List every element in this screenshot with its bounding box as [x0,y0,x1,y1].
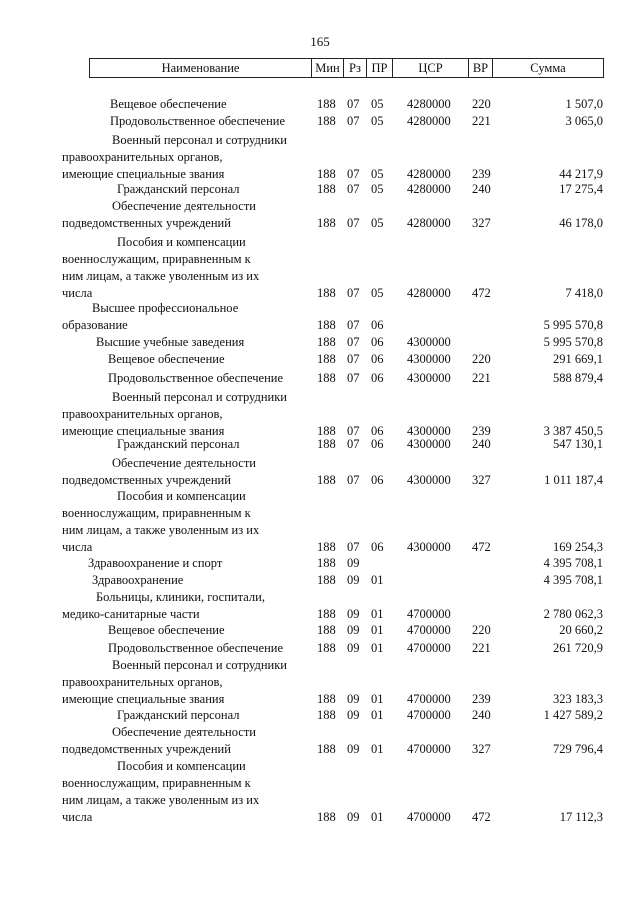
cell-sum: 4 395 708,1 [543,573,603,587]
cell-rz: 09 [347,573,360,587]
cell-vr: 221 [472,114,491,128]
cell-pr: 05 [371,286,384,300]
cell-sum: 44 217,9 [559,167,603,181]
row-name [117,707,239,724]
row-name-line: Высшее профессиональное [92,301,239,315]
cell-sum: 729 796,4 [553,742,603,756]
cell-min: 188 [317,623,336,637]
row-name [108,351,225,368]
cell-sum: 291 669,1 [553,352,603,366]
row-name-line: Вещевое обеспечение [108,623,225,637]
cell-pr: 01 [371,607,384,621]
cell-min: 188 [317,540,336,554]
cell-min: 188 [317,318,336,332]
cell-sum: 17 112,3 [559,810,603,824]
cell-min: 188 [317,216,336,230]
row-name-line: Военный персонал и сотрудники [112,658,287,672]
header-rz: Рз [349,61,361,75]
cell-pr: 01 [371,810,384,824]
cell-csr: 4300000 [407,437,451,451]
cell-pr: 06 [371,437,384,451]
row-name [62,589,265,623]
cell-sum: 547 130,1 [553,437,603,451]
cell-sum: 17 275,4 [559,182,603,196]
row-name-line: Здравоохранение и спорт [88,556,223,570]
table-header [89,58,604,78]
row-name-line: Военный персонал и сотрудники [112,390,287,404]
row-name-line: Гражданский персонал [117,182,240,196]
cell-sum: 7 418,0 [565,286,603,300]
row-name-line: Продовольственное обеспечение [108,641,283,655]
cell-vr: 220 [472,352,491,366]
row-name [62,724,257,758]
header-pr: ПР [371,61,388,75]
cell-min: 188 [317,708,336,722]
row-name [110,113,285,130]
header-name: Наименование [161,61,240,75]
row-name-line: подведомственных учреждений [62,742,231,756]
cell-min: 188 [317,371,336,385]
row-name-line: подведомственных учреждений [62,216,231,230]
row-name [110,96,227,113]
row-name-line: Военный персонал и сотрудники [112,133,287,147]
row-name-line: подведомственных учреждений [62,473,231,487]
cell-pr: 05 [371,114,384,128]
cell-vr: 239 [472,692,491,706]
row-name [117,436,239,453]
row-name-line: имеющие специальные звания [62,692,225,706]
cell-rz: 07 [347,182,360,196]
cell-vr: 239 [472,167,491,181]
cell-min: 188 [317,641,336,655]
cell-vr: 220 [472,623,491,637]
cell-rz: 09 [347,623,360,637]
cell-csr: 4700000 [407,692,451,706]
cell-rz: 07 [347,114,360,128]
cell-csr: 4300000 [407,424,451,438]
cell-sum: 588 879,4 [553,371,603,385]
cell-sum: 4 395 708,1 [543,556,603,570]
cell-min: 188 [317,810,336,824]
cell-min: 188 [317,424,336,438]
page-number: 165 [310,34,330,49]
cell-sum: 3 387 450,5 [543,424,603,438]
row-name-line: числа [62,286,93,300]
row-name-line: Больницы, клиники, госпитали, [96,590,265,604]
cell-rz: 07 [347,437,360,451]
header-vr: ВР [472,61,489,75]
cell-pr: 01 [371,708,384,722]
row-name-line: ним лицам, а также уволенным из их [62,269,260,283]
cell-csr: 4700000 [407,708,451,722]
cell-pr: 06 [371,371,384,385]
row-name-line: числа [62,810,93,824]
cell-sum: 5 995 570,8 [543,318,603,332]
row-name [62,488,260,556]
cell-pr: 05 [371,182,384,196]
row-name [62,455,257,489]
row-name [96,334,244,351]
cell-min: 188 [317,286,336,300]
cell-vr: 472 [472,810,491,824]
cell-pr: 01 [371,692,384,706]
cell-pr: 06 [371,352,384,366]
cell-sum: 1 427 589,2 [543,708,603,722]
row-name-line: военнослужащим, приравненным к [62,506,251,520]
cell-vr: 327 [472,742,491,756]
cell-rz: 07 [347,167,360,181]
cell-min: 188 [317,742,336,756]
cell-min: 188 [317,114,336,128]
cell-pr: 05 [371,216,384,230]
cell-sum: 5 995 570,8 [543,335,603,349]
row-name [62,657,287,708]
row-name-line: Пособия и компенсации [117,759,246,773]
cell-csr: 4300000 [407,352,451,366]
row-name-line: Обеспечение деятельности [112,725,257,739]
row-name-line: правоохранительных органов, [62,407,223,421]
cell-min: 188 [317,97,336,111]
row-name-line: военнослужащим, приравненным к [62,252,251,266]
cell-rz: 09 [347,810,360,824]
row-name-line: имеющие специальные звания [62,167,225,181]
row-name [108,640,283,657]
cell-sum: 20 660,2 [559,623,603,637]
cell-csr: 4280000 [407,216,451,230]
cell-min: 188 [317,167,336,181]
cell-sum: 1 507,0 [565,97,603,111]
cell-pr: 06 [371,424,384,438]
cell-rz: 07 [347,352,360,366]
cell-csr: 4700000 [407,623,451,637]
cell-pr: 01 [371,573,384,587]
cell-pr: 06 [371,473,384,487]
row-name [62,389,287,440]
cell-vr: 327 [472,473,491,487]
row-name-line: Обеспечение деятельности [112,199,257,213]
cell-rz: 07 [347,318,360,332]
cell-min: 188 [317,607,336,621]
row-name [88,555,222,572]
cell-min: 188 [317,473,336,487]
cell-vr: 327 [472,216,491,230]
cell-rz: 09 [347,607,360,621]
header-sum: Сумма [530,61,566,75]
row-name-line: военнослужащим, приравненным к [62,776,251,790]
row-name-line: ним лицам, а также уволенным из их [62,523,260,537]
cell-rz: 09 [347,742,360,756]
cell-csr: 4700000 [407,810,451,824]
row-name-line: Пособия и компенсации [117,489,246,503]
cell-csr: 4700000 [407,607,451,621]
row-name-line: Вещевое обеспечение [108,352,225,366]
cell-rz: 07 [347,473,360,487]
cell-csr: 4300000 [407,335,451,349]
row-name-line: ним лицам, а также уволенным из их [62,793,260,807]
row-name [62,758,260,826]
header-min: Мин [315,61,340,75]
cell-rz: 07 [347,216,360,230]
cell-vr: 472 [472,540,491,554]
cell-pr: 05 [371,97,384,111]
cell-min: 188 [317,182,336,196]
row-name-line: образование [62,318,128,332]
cell-sum: 2 780 062,3 [543,607,603,621]
row-name [108,370,283,387]
row-name-line: Высшие учебные заведения [96,335,245,349]
cell-csr: 4300000 [407,473,451,487]
cell-vr: 221 [472,371,491,385]
cell-vr: 240 [472,437,491,451]
header-csr: ЦСР [418,61,443,75]
cell-pr: 05 [371,167,384,181]
cell-sum: 46 178,0 [559,216,603,230]
cell-sum: 1 011 187,4 [544,473,603,487]
row-name-line: Продовольственное обеспечение [110,114,285,128]
cell-sum: 261 720,9 [553,641,603,655]
row-name-line: Здравоохранение [92,573,184,587]
cell-min: 188 [317,335,336,349]
cell-pr: 01 [371,623,384,637]
row-name-line: правоохранительных органов, [62,675,223,689]
cell-pr: 06 [371,335,384,349]
cell-csr: 4280000 [407,97,451,111]
cell-vr: 221 [472,641,491,655]
cell-rz: 07 [347,540,360,554]
cell-rz: 09 [347,641,360,655]
row-name-line: Гражданский персонал [117,708,240,722]
row-name [117,181,239,198]
row-name-line: Пособия и компенсации [117,235,246,249]
cell-csr: 4280000 [407,182,451,196]
cell-min: 188 [317,692,336,706]
cell-csr: 4300000 [407,371,451,385]
cell-csr: 4300000 [407,540,451,554]
cell-sum: 3 065,0 [565,114,603,128]
row-name-line: Продовольственное обеспечение [108,371,283,385]
cell-rz: 07 [347,286,360,300]
cell-csr: 4280000 [407,114,451,128]
cell-vr: 220 [472,97,491,111]
row-name [108,622,225,639]
row-name [62,234,260,302]
cell-min: 188 [317,556,336,570]
cell-rz: 07 [347,424,360,438]
cell-pr: 01 [371,742,384,756]
cell-vr: 240 [472,182,491,196]
row-name-line: правоохранительных органов, [62,150,223,164]
cell-sum: 323 183,3 [553,692,603,706]
cell-rz: 07 [347,371,360,385]
cell-vr: 240 [472,708,491,722]
cell-min: 188 [317,573,336,587]
cell-csr: 4280000 [407,167,451,181]
cell-csr: 4700000 [407,742,451,756]
row-name-line: имеющие специальные звания [62,424,225,438]
cell-rz: 09 [347,692,360,706]
row-name [62,198,257,232]
cell-pr: 01 [371,641,384,655]
cell-vr: 472 [472,286,491,300]
cell-min: 188 [317,352,336,366]
row-name-line: медико-санитарные части [62,607,200,621]
row-name-line: Обеспечение деятельности [112,456,257,470]
cell-csr: 4280000 [407,286,451,300]
row-name [62,132,287,183]
cell-pr: 06 [371,540,384,554]
row-name-line: Вещевое обеспечение [110,97,227,111]
row-name-line: Гражданский персонал [117,437,240,451]
cell-vr: 239 [472,424,491,438]
cell-rz: 07 [347,97,360,111]
row-name [62,300,239,334]
cell-sum: 169 254,3 [553,540,603,554]
cell-pr: 06 [371,318,384,332]
row-name [92,572,183,589]
cell-min: 188 [317,437,336,451]
cell-csr: 4700000 [407,641,451,655]
row-name-line: числа [62,540,93,554]
cell-rz: 09 [347,708,360,722]
cell-rz: 07 [347,335,360,349]
cell-rz: 09 [347,556,360,570]
